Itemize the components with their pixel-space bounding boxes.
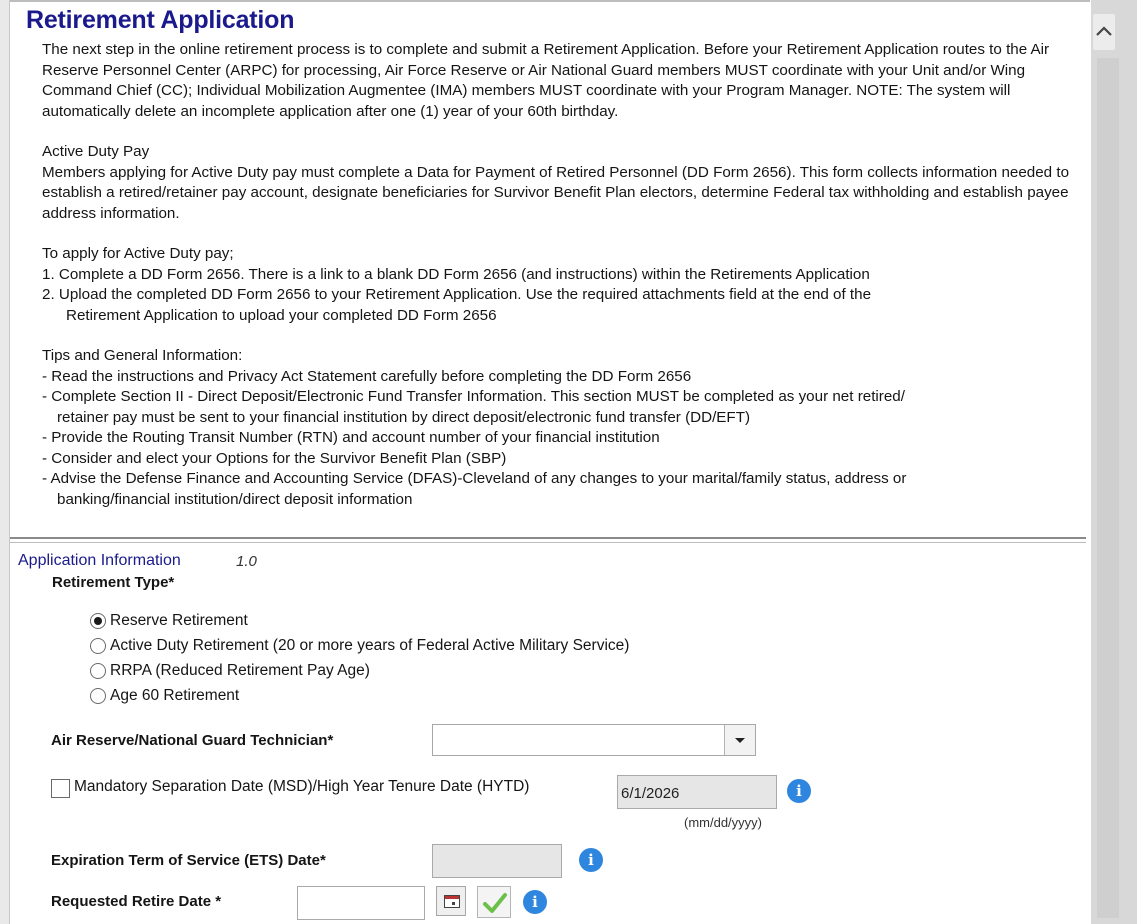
technician-select[interactable] bbox=[432, 724, 756, 756]
radio-button[interactable] bbox=[90, 638, 106, 654]
radio-label: Age 60 Retirement bbox=[110, 687, 240, 704]
radio-button[interactable] bbox=[90, 613, 106, 629]
ets-label: Expiration Term of Service (ETS) Date* bbox=[51, 852, 326, 869]
info-icon[interactable]: i bbox=[579, 848, 603, 872]
radio-label: RRPA (Reduced Retirement Pay Age) bbox=[110, 662, 370, 679]
top-border bbox=[10, 0, 1090, 2]
msd-date-field[interactable] bbox=[617, 775, 777, 809]
tip-2: - Complete Section II - Direct Deposit/Electronic Fund Transfer Information. This section MUST be completed as your net retired/ bbox=[42, 388, 905, 405]
active-duty-pay-body: Members applying for Active Duty pay must complete a Data for Payment of Retired Personnel (DD Form 2656). This form collects information needed to establish a retired/retainer pay account, designate beneficiaries for Survivor Benefit Plan electors, determine Federal tax withholding and establish payee address information. bbox=[42, 163, 1070, 222]
page-title: Retirement Application bbox=[26, 6, 295, 34]
msd-checkbox[interactable] bbox=[51, 779, 70, 798]
radio-label: Reserve Retirement bbox=[110, 612, 248, 629]
checkmark-icon bbox=[482, 891, 508, 915]
apply-heading: To apply for Active Duty pay; bbox=[42, 245, 234, 262]
chevron-up-icon bbox=[1093, 22, 1115, 40]
scrollbar-thumb[interactable] bbox=[1097, 58, 1119, 918]
tip-4: - Consider and elect your Options for the Survivor Benefit Plan (SBP) bbox=[42, 449, 507, 467]
tip-5: - Advise the Defense Finance and Accounting Service (DFAS)-Cleveland of any changes to your marital/family status, address or bbox=[42, 470, 907, 487]
info-icon[interactable]: i bbox=[787, 779, 811, 803]
retirement-type-label: Retirement Type* bbox=[52, 574, 175, 591]
radio-label: Active Duty Retirement (20 or more years of Federal Active Military Service) bbox=[110, 637, 630, 654]
intro-text bbox=[42, 40, 1088, 510]
active-duty-pay-heading: Active Duty Pay bbox=[42, 143, 150, 160]
calendar-icon bbox=[444, 895, 460, 908]
date-format-hint: (mm/dd/yyyy) bbox=[684, 815, 762, 830]
scroll-up-button[interactable] bbox=[1093, 14, 1115, 50]
apply-step-2-cont: Retirement Application to upload your completed DD Form 2656 bbox=[66, 306, 497, 324]
tip-5-cont: banking/financial institution/direct deposit information bbox=[57, 490, 413, 508]
tip-3: - Provide the Routing Transit Number (RTN) and account number of your financial institution bbox=[42, 429, 660, 446]
tips-heading: Tips and General Information: bbox=[42, 347, 243, 364]
technician-label: Air Reserve/National Guard Technician* bbox=[51, 732, 334, 749]
apply-step-1: 1. Complete a DD Form 2656. There is a link to a blank DD Form 2656 (and instructions) within the Retirements Application bbox=[42, 265, 870, 283]
left-frame-border bbox=[0, 0, 10, 924]
msd-date-value: 6/1/2026 bbox=[621, 785, 680, 802]
msd-label: Mandatory Separation Date (MSD)/High Year Tenure Date (HYTD) bbox=[74, 778, 530, 795]
section-version: 1.0 bbox=[236, 553, 257, 570]
retire-date-field[interactable] bbox=[297, 886, 425, 920]
calendar-button[interactable] bbox=[436, 886, 466, 916]
radio-active-duty-retirement[interactable] bbox=[90, 637, 629, 655]
radio-age-60-retirement[interactable] bbox=[90, 687, 239, 705]
tip-2-cont: retainer pay must be sent to your financial institution by direct deposit/electronic fund transfer (DD/EFT) bbox=[57, 408, 751, 426]
ets-date-field[interactable] bbox=[432, 844, 562, 878]
section-heading: Application Information bbox=[18, 552, 181, 569]
section-divider bbox=[10, 537, 1086, 543]
info-icon[interactable]: i bbox=[523, 890, 547, 914]
intro-paragraph: The next step in the online retirement process is to complete and submit a Retirement Application. Before your Retirement Application routes to the Air Reserve Personnel Center (ARPC) for processing, Air Force Reserve or Air National Guard members MUST coordinate with your Unit and/or Wing Command Chief (CC); Individual Mobilization Augmentee (IMA) members MUST coordinate with your Program Manager. NOTE: The system will automatically delete an incomplete application after one (1) year of your 60th birthday. bbox=[42, 41, 1050, 120]
tip-1: - Read the instructions and Privacy Act Statement carefully before completing the DD Form 2656 bbox=[42, 367, 692, 385]
radio-button[interactable] bbox=[90, 663, 106, 679]
radio-reserve-retirement[interactable] bbox=[90, 612, 248, 630]
radio-rrpa[interactable] bbox=[90, 662, 370, 680]
retire-date-label: Requested Retire Date * bbox=[51, 893, 222, 910]
radio-button[interactable] bbox=[90, 688, 106, 704]
apply-step-2: 2. Upload the completed DD Form 2656 to your Retirement Application. Use the required attachments field at the end of the bbox=[42, 286, 872, 303]
validate-date-button[interactable] bbox=[477, 886, 511, 918]
dropdown-arrow-icon[interactable] bbox=[724, 725, 755, 755]
